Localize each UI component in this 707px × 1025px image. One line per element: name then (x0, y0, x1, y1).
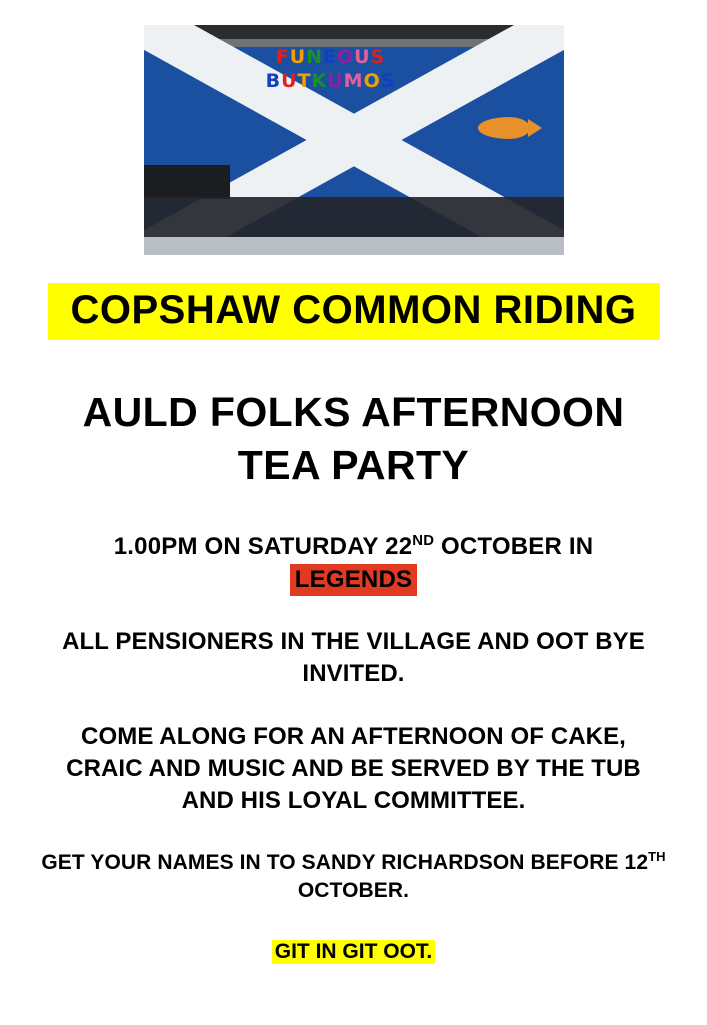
event-date-ordinal: ND (412, 533, 435, 550)
paragraph-invitation: ALL PENSIONERS IN THE VILLAGE AND OOT BYE INVITED. (62, 627, 645, 688)
event-when-where (34, 531, 674, 596)
photo-bottom-light-band (144, 237, 564, 255)
flag-photo-image (144, 25, 564, 255)
poster-title: COPSHAW COMMON RIDING (48, 283, 660, 340)
headline-line-2: TEA PARTY (237, 441, 470, 488)
event-venue-line (34, 564, 674, 596)
banner-letters (216, 47, 446, 93)
event-date-suffix: OCTOBER IN (434, 533, 594, 561)
event-venue: LEGENDS (290, 564, 417, 596)
rsvp-ordinal: TH (648, 848, 666, 864)
paragraph-rsvp (34, 848, 674, 906)
fish-ornament-icon (478, 117, 530, 139)
rsvp-suffix: OCTOBER. (297, 879, 410, 903)
paragraph-details: COME ALONG FOR AN AFTERNOON OF CAKE, CRAIC AND MUSIC AND BE SERVED BY THE TUB AND HIS LOYAL COMMITTEE. (66, 722, 641, 815)
banner-letters-line-1: FUNEOUS (275, 46, 386, 68)
event-time-date-prefix: 1.00PM ON SATURDAY 22 (113, 533, 413, 561)
poster-headline (34, 386, 674, 491)
headline-line-1: AULD FOLKS AFTERNOON (82, 389, 625, 436)
closing-line: GIT IN GIT OOT. (272, 940, 436, 964)
closing-line-wrap (0, 940, 707, 964)
photo-bottom-dark-band (144, 197, 564, 237)
rsvp-prefix: GET YOUR NAMES IN TO SANDY RICHARDSON BEFORE 12 (41, 850, 649, 874)
poster-page (0, 25, 707, 1025)
photo-left-dark-patch (144, 165, 230, 199)
banner-letters-line-2: BUTKUMOS (265, 69, 396, 92)
flag-photo (144, 25, 564, 255)
